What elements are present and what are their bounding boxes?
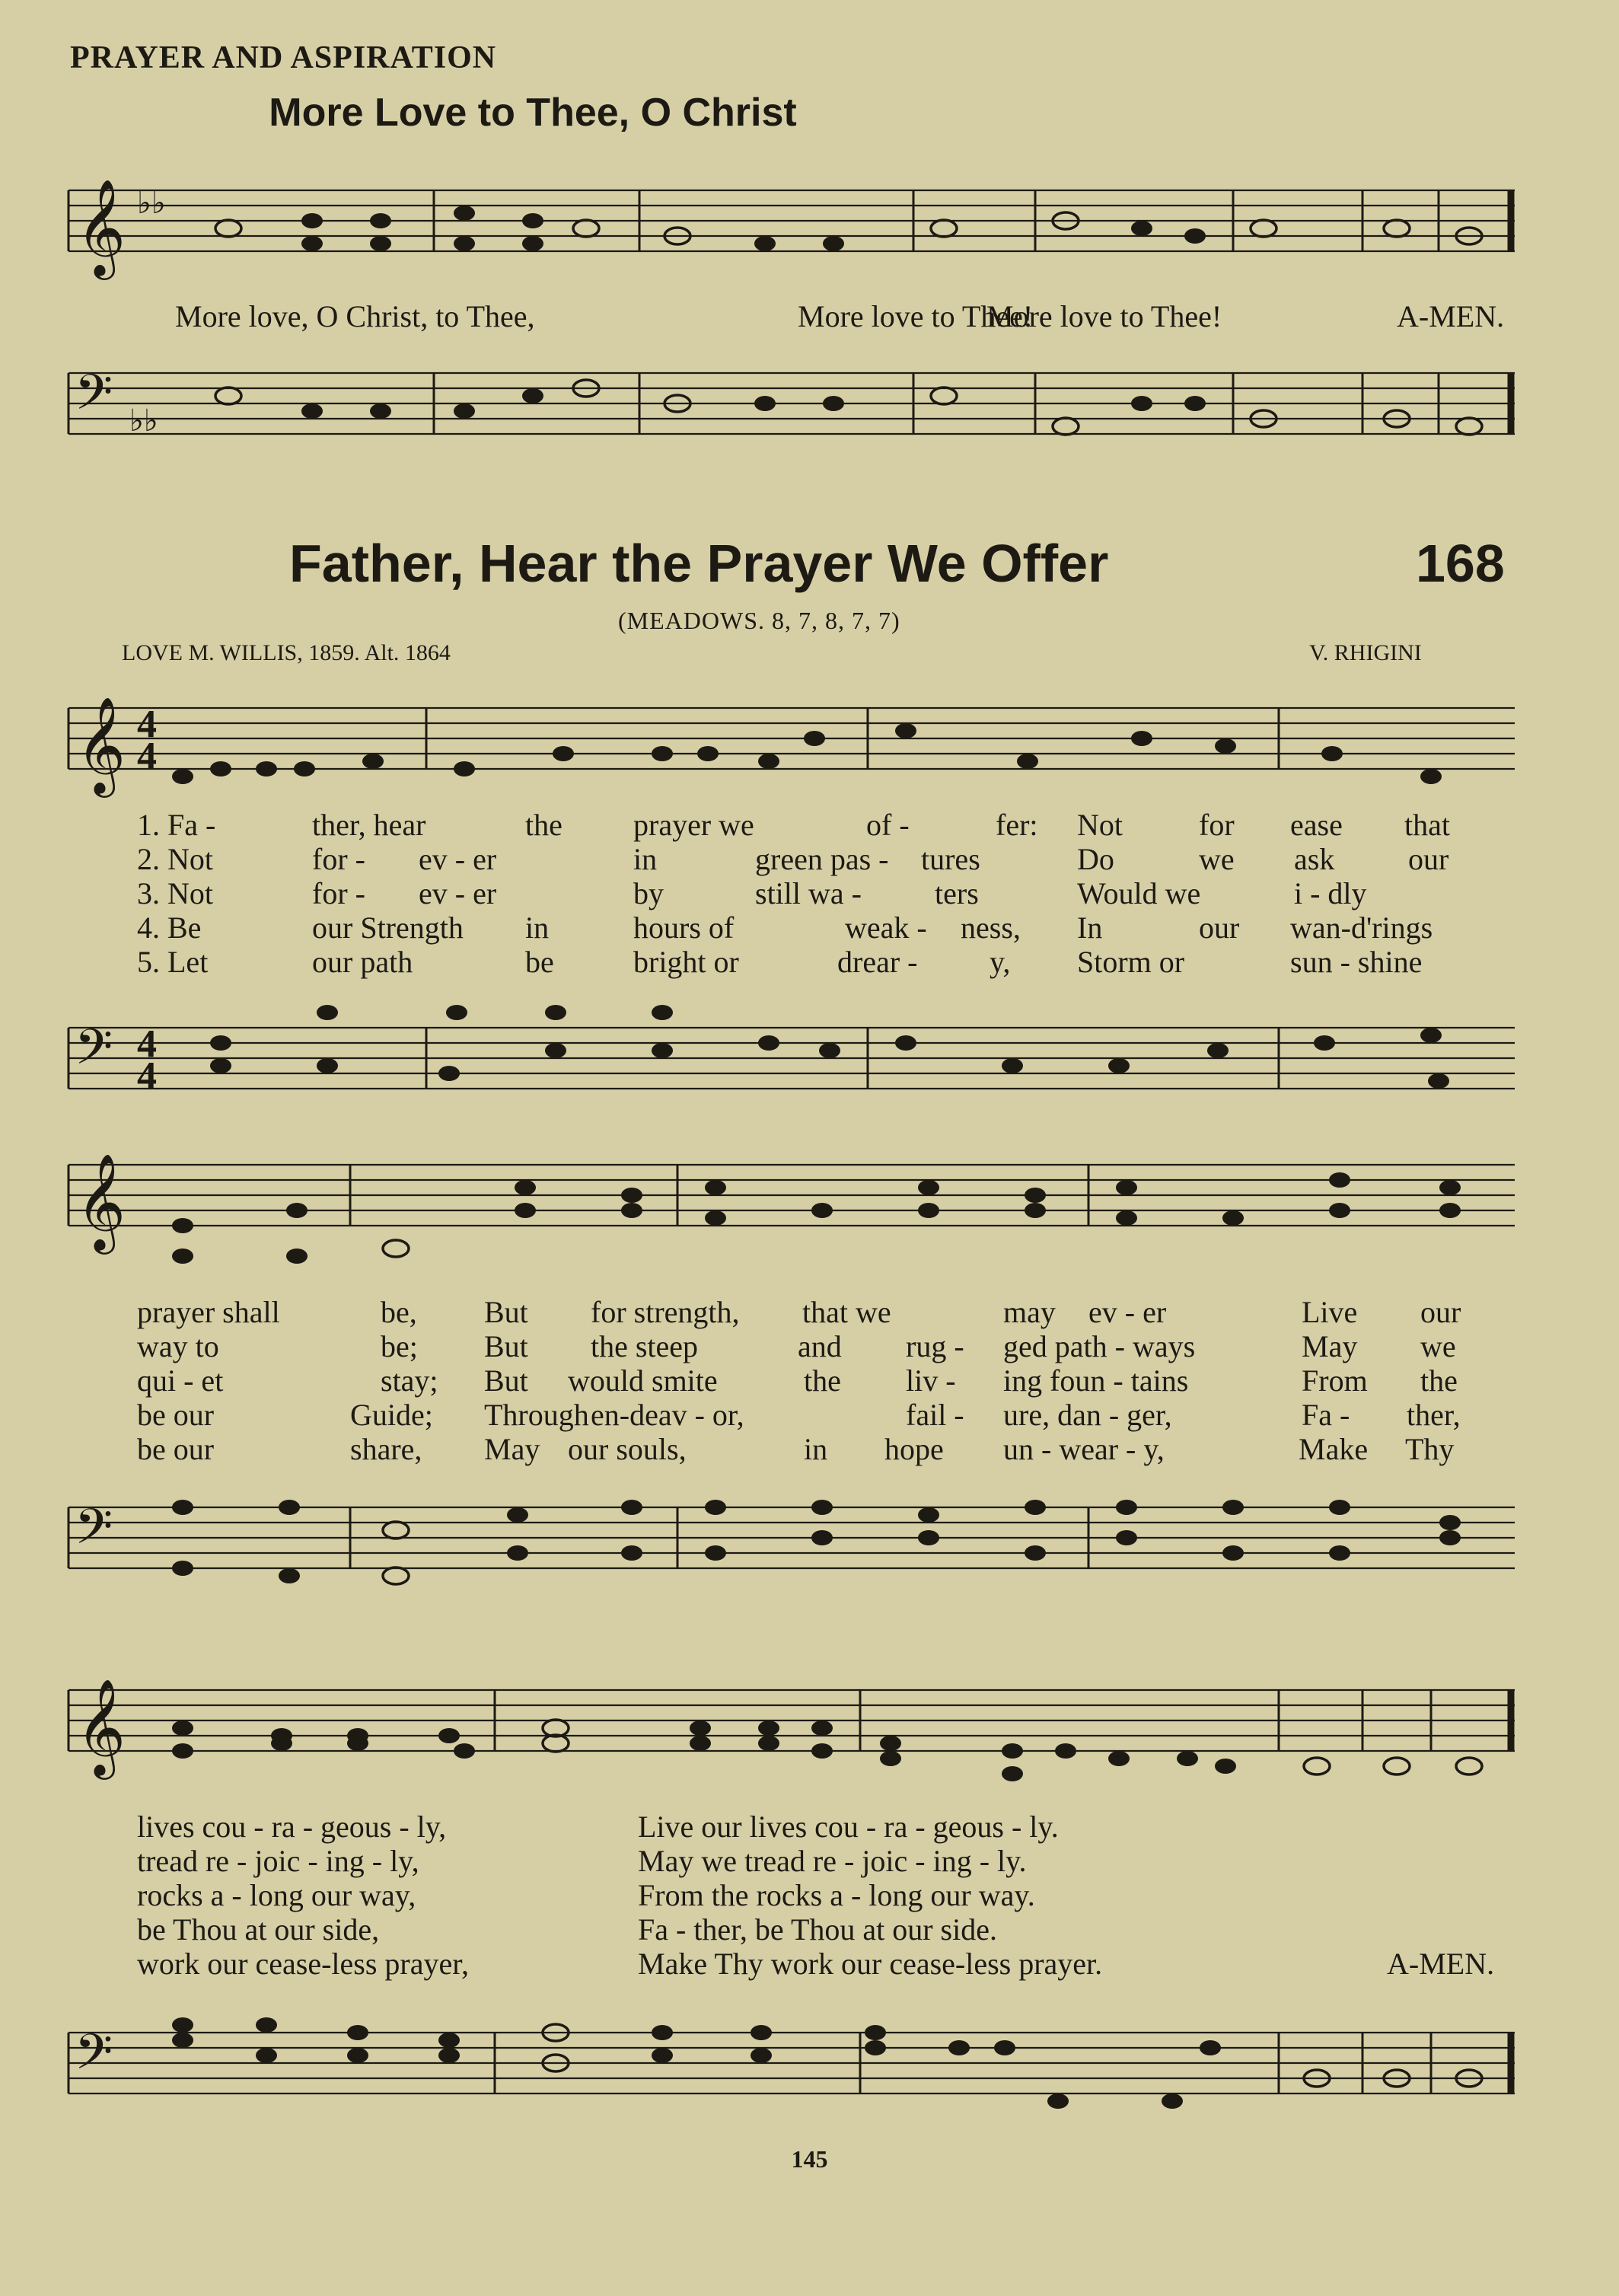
lyric: and: [798, 1329, 842, 1363]
lyric: en-deav - or,: [591, 1398, 744, 1432]
lyric: qui - et: [137, 1363, 224, 1398]
lyric: by: [633, 876, 664, 910]
lyric: ing foun - tains: [1003, 1363, 1189, 1398]
lyric: our: [1199, 910, 1240, 945]
lyric: More love to Thee!: [986, 299, 1222, 333]
lyric: liv -: [906, 1363, 956, 1398]
lyric: for -: [312, 842, 365, 876]
lyric: Through: [484, 1398, 589, 1432]
lyric: 3. Not: [137, 876, 213, 910]
lyric: Do: [1077, 842, 1114, 876]
lyric: tread re - joic - ing - ly,: [137, 1844, 419, 1878]
lyric: in: [633, 842, 658, 876]
lyric: lives cou - ra - geous - ly,: [137, 1810, 447, 1844]
lyric: work our cease-less prayer,: [137, 1947, 469, 1981]
lyric: 1. Fa -: [137, 808, 216, 842]
system1-treble-staff: [69, 693, 1522, 807]
lyric: 2. Not: [137, 842, 213, 876]
lyric: More love to Thee!: [798, 299, 1034, 333]
lyric: hope: [884, 1432, 944, 1466]
svg-text:𝄢: 𝄢: [75, 2024, 113, 2093]
svg-text:𝄞: 𝄞: [76, 696, 126, 793]
lyric: Storm or: [1077, 945, 1185, 979]
lyric: wan-d'rings: [1290, 910, 1433, 945]
lyric: tures: [921, 842, 980, 876]
svg-text:4: 4: [137, 735, 157, 778]
verse-3-line: [0, 1363, 1619, 1398]
svg-text:4: 4: [137, 1022, 157, 1066]
lyric: A-MEN.: [1397, 299, 1505, 333]
lyric: be our: [137, 1432, 215, 1466]
lyric: fer:: [996, 808, 1038, 842]
lyric: be;: [381, 1329, 418, 1363]
lyric: May we tread re - joic - ing - ly.: [638, 1844, 1027, 1878]
svg-text:𝄞: 𝄞: [76, 1678, 126, 1775]
lyric: still wa -: [755, 876, 862, 910]
lyric: Thy: [1405, 1432, 1455, 1466]
page-number: 145: [791, 2145, 828, 2173]
lyric: Fa -: [1302, 1398, 1350, 1432]
svg-text:𝄞: 𝄞: [76, 1153, 126, 1250]
lyric: ev - er: [1088, 1295, 1167, 1329]
lyric: our souls,: [568, 1432, 687, 1466]
section-heading: PRAYER AND ASPIRATION: [70, 40, 497, 75]
lyric: In: [1077, 910, 1103, 945]
lyric: 5. Let: [137, 945, 209, 979]
lyric: ev - er: [419, 876, 497, 910]
lyric: ther,: [1407, 1398, 1461, 1432]
verse-5-line: [0, 1946, 1619, 1981]
lyric: But: [484, 1295, 528, 1329]
tune-meter: (MEADOWS. 8, 7, 8, 7, 7): [618, 607, 900, 634]
hymn-title: Father, Hear the Prayer We Offer: [289, 534, 1109, 593]
lyric: the: [525, 808, 563, 842]
verse-3-line: [0, 1877, 1619, 1912]
lyric: for: [1199, 808, 1235, 842]
lyric: y,: [990, 945, 1011, 979]
svg-text:♭♭: ♭♭: [129, 403, 158, 438]
lyric: Guide;: [350, 1398, 433, 1432]
lyric: the: [1420, 1363, 1458, 1398]
system3-bass-staff: [69, 2010, 1522, 2139]
system3-treble-staff: [69, 1675, 1522, 1804]
lyric: ure, dan - ger,: [1003, 1398, 1172, 1432]
lyric: hours of: [633, 910, 735, 945]
lyric: i - dly: [1294, 876, 1367, 910]
lyric: bright or: [633, 945, 739, 979]
svg-text:𝄢: 𝄢: [75, 1499, 113, 1567]
lyric: prayer we: [633, 808, 754, 842]
lyric: in: [525, 910, 550, 945]
verse-1-line: [0, 807, 1619, 842]
prev-hymn-treble-staff: [69, 178, 1522, 282]
lyric: ease: [1290, 808, 1343, 842]
verse-4-line: [0, 1912, 1619, 1947]
lyric: weak -: [845, 910, 927, 945]
lyric: in: [804, 1432, 828, 1466]
lyric: be our: [137, 1398, 215, 1432]
lyric: Live our lives cou - ra - geous - ly.: [638, 1810, 1059, 1844]
prev-hymn-bass-staff: [69, 358, 1522, 464]
lyric: way to: [137, 1329, 219, 1363]
lyric: ask: [1294, 842, 1335, 876]
lyric: May: [1302, 1329, 1358, 1363]
svg-text:4: 4: [137, 1054, 157, 1098]
lyric: be Thou at our side,: [137, 1912, 380, 1947]
verse-1-line: [0, 1809, 1619, 1844]
system2-bass-staff: [69, 1484, 1522, 1599]
lyric: our: [1408, 842, 1449, 876]
system1-bass-staff: [69, 1005, 1522, 1119]
verse-2-line: [0, 1328, 1619, 1363]
composer-credit: V. RHIGINI: [1309, 640, 1422, 665]
verse-3-line: [0, 875, 1619, 910]
verse-4-line: [0, 1397, 1619, 1432]
lyric: rocks a - long our way,: [137, 1878, 416, 1912]
svg-text:4: 4: [137, 703, 157, 746]
lyric: A-MEN.: [1387, 1947, 1495, 1981]
lyric: From: [1302, 1363, 1368, 1398]
author-credit: LOVE M. WILLIS, 1859. Alt. 1864: [122, 640, 451, 665]
lyric: ness,: [961, 910, 1021, 945]
verse-2-line: [0, 841, 1619, 876]
lyric: Not: [1077, 808, 1123, 842]
lyric: Live: [1302, 1295, 1358, 1329]
lyric: From the rocks a - long our way.: [638, 1878, 1035, 1912]
lyric: rug -: [906, 1329, 964, 1363]
lyric: share,: [350, 1432, 422, 1466]
lyric: sun - shine: [1290, 945, 1423, 979]
lyric: for strength,: [591, 1295, 740, 1329]
hymn-number: 168: [1416, 534, 1505, 593]
lyric: prayer shall: [137, 1295, 280, 1329]
prev-hymn-title: More Love to Thee, O Christ: [269, 91, 797, 135]
lyric: be: [525, 945, 554, 979]
lyric: our path: [312, 945, 413, 979]
lyric: Make Thy work our cease-less prayer.: [638, 1947, 1103, 1981]
svg-text:𝄢: 𝄢: [75, 1019, 113, 1088]
lyric: be,: [381, 1295, 417, 1329]
svg-text:𝄞: 𝄞: [76, 178, 126, 276]
lyric: that we: [802, 1295, 891, 1329]
lyric: our Strength: [312, 910, 464, 945]
lyric: our: [1420, 1295, 1461, 1329]
svg-text:♭♭: ♭♭: [137, 186, 166, 221]
prev-hymn-lyrics: [0, 298, 1619, 336]
lyric: More love, O Christ, to Thee,: [175, 299, 535, 333]
lyric: ters: [935, 876, 979, 910]
lyric: ther, hear: [312, 808, 426, 842]
verse-4-line: [0, 910, 1619, 945]
lyric: ged path - ways: [1003, 1329, 1196, 1363]
lyric: drear -: [837, 945, 918, 979]
lyric: green pas -: [755, 842, 889, 876]
lyric: the steep: [591, 1329, 699, 1363]
lyric: Fa - ther, be Thou at our side.: [638, 1912, 997, 1947]
lyric: that: [1404, 808, 1450, 842]
verse-1-line: [0, 1294, 1619, 1329]
lyric: we: [1199, 842, 1235, 876]
lyric: for -: [312, 876, 365, 910]
verse-5-line: [0, 1431, 1619, 1466]
lyric: 4. Be: [137, 910, 202, 945]
verse-2-line: [0, 1843, 1619, 1878]
lyric: of -: [866, 808, 910, 842]
lyric: May: [484, 1432, 540, 1466]
lyric: un - wear - y,: [1003, 1432, 1165, 1466]
lyric: we: [1420, 1329, 1456, 1363]
lyric: stay;: [381, 1363, 438, 1398]
lyric: But: [484, 1329, 528, 1363]
lyric: the: [804, 1363, 841, 1398]
lyric: Make: [1299, 1432, 1369, 1466]
lyric: may: [1003, 1295, 1056, 1329]
svg-text:𝄢: 𝄢: [75, 365, 113, 433]
lyric: fail -: [906, 1398, 964, 1432]
lyric: ev - er: [419, 842, 497, 876]
lyric: But: [484, 1363, 528, 1398]
lyric: would smite: [568, 1363, 718, 1398]
verse-5-line: [0, 944, 1619, 979]
system2-treble-staff: [69, 1150, 1522, 1279]
lyric: Would we: [1077, 876, 1201, 910]
